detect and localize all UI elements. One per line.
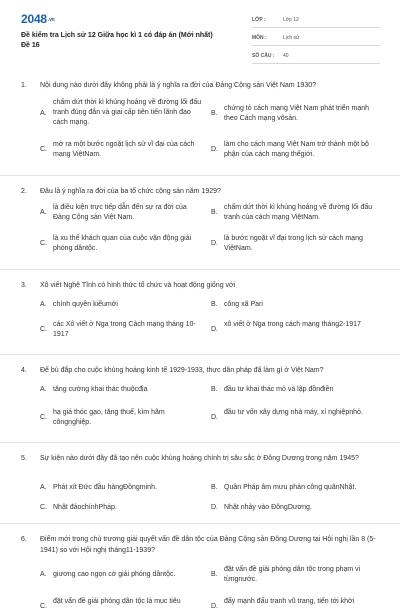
question-number: 1. <box>21 82 27 89</box>
question-number: 6. <box>21 536 27 543</box>
option-text: đầu tư vốn xây dựng nhà máy, xí nghiệpnhỏ. <box>224 409 363 416</box>
option-letter: A. <box>40 209 47 216</box>
option-letter: D. <box>211 504 218 511</box>
option-text: các Xô viết ở Nga trong Cách mạng tháng 10-1917 <box>53 321 196 338</box>
option-letter: B. <box>211 209 218 216</box>
meta-key: LỚP : <box>252 17 266 23</box>
question-text: Xô viết Nghệ Tĩnh có hình thức tổ chức và hoạt động giống với <box>40 282 236 289</box>
option-text: Nhật đảochínhPháp. <box>53 504 117 511</box>
option-text: là xu thế khách quan của cuộc vận động giải phóng dântộc. <box>53 235 192 252</box>
option-letter: C. <box>40 603 47 610</box>
question-text: Đâu là ý nghĩa ra đời của ba tổ chức cộng sản năm 1929? <box>40 188 221 195</box>
meta-value: Lớp 12 <box>283 17 299 23</box>
title-line-1: Đề kiểm tra Lịch sử 12 Giữa học kì 1 có đáp án (Mới nhất) <box>21 32 213 39</box>
option-text: đầu tư khai thác mỏ và lập đồnđiền <box>224 386 334 393</box>
question-item <box>0 524 400 614</box>
question-item <box>0 176 400 270</box>
question-number: 5. <box>21 455 27 462</box>
option-text: là bước ngoặt vĩ đại trong lịch sử cách mạng ViệtNam. <box>224 235 363 252</box>
question-number: 4. <box>21 367 27 374</box>
question-text: Để bù đắp cho cuộc khủng hoảng kinh tế 1929-1933, thực dân pháp đã làm gì ở Việt Nam? <box>40 367 324 374</box>
option-text: Quân Pháp âm mưu phản công quânNhật. <box>224 484 357 491</box>
question-item <box>0 355 400 443</box>
meta-row-question-count <box>252 49 380 64</box>
option-letter: A. <box>40 110 47 117</box>
question-number: 3. <box>21 282 27 289</box>
logo-suffix: .vn <box>47 16 55 23</box>
option-letter: D. <box>211 603 218 610</box>
meta-key: MÔN : <box>252 35 267 41</box>
option-letter: B. <box>211 110 218 117</box>
option-letter: B. <box>211 301 218 308</box>
option-text: mở ra một bước ngoặt lịch sử vĩ đại của cách mạng ViệtNam. <box>53 141 195 158</box>
option-letter: A. <box>40 386 47 393</box>
option-letter: D. <box>211 326 218 333</box>
option-text: là điều kiện trực tiếp dẫn đến sự ra đời của Đảng Cộng sản Việt Nam. <box>53 204 187 221</box>
meta-row-class <box>252 13 380 28</box>
option-letter: A. <box>40 571 47 578</box>
option-text: chấm dứt thời kì khủng hoảng về đường lối đấu tranh của cách mạng ViệtNam. <box>224 204 373 221</box>
option-text: tăng cường khai thác thuộcđịa <box>53 386 148 393</box>
option-text: chấm dứt thời kì khủng hoảng về đường lối đấu tranh đúng đắn và giai cấp tiên tiến lãnh đạo cách mạng. <box>53 99 202 126</box>
question-text: Điểm mới trong chủ trương giải quyết vấn đề dân tộc của Đảng Cộng sản Đông Dương tại Hội nghị lần 8 (5-1941) so với Hội nghị tháng11-1939? <box>40 536 376 554</box>
question-item <box>0 270 400 355</box>
option-letter: C. <box>40 326 47 333</box>
logo-text: 2048 <box>21 12 47 26</box>
option-letter: A. <box>40 484 47 491</box>
meta-row-subject <box>252 31 380 46</box>
option-letter: D. <box>211 146 218 153</box>
option-letter: D. <box>211 240 218 247</box>
option-letter: D. <box>211 414 218 421</box>
option-text: giương cao ngọn cờ giải phóng dântộc. <box>53 571 176 578</box>
option-letter: C. <box>40 504 47 511</box>
option-letter: B. <box>211 386 218 393</box>
option-text: chứng tỏ cách mạng Việt Nam phát triển mạnh theo Cách mạng vôsản. <box>224 105 370 122</box>
option-text: Nhật nhảy vào ĐôngDương. <box>224 504 312 511</box>
option-letter: A. <box>40 301 47 308</box>
title-line-2: Đề 16 <box>21 42 40 49</box>
option-letter: B. <box>211 484 218 491</box>
option-letter: C. <box>40 414 47 421</box>
meta-value: Lịch sử <box>283 35 300 41</box>
document-header <box>0 0 400 60</box>
meta-key: SỐ CÂU : <box>252 53 275 59</box>
option-letter: B. <box>211 571 218 578</box>
site-logo[interactable] <box>21 12 55 26</box>
question-text: Sự kiện nào dưới đây đã tạo nên cuộc khủng hoảng chính trị sâu sắc ở Đông Dương trong năm 1945? <box>40 455 359 462</box>
option-text: đặt vấn đề giải phóng dân tộc trong phạm vi từngnước. <box>224 566 361 583</box>
option-text: đặt vấn đề giải phóng dân tộc là mục tiêu <box>53 598 181 605</box>
question-list <box>0 70 400 614</box>
option-text: hạ giá thóc gạo, tăng thuế, kìm hãm côngnghiệp. <box>53 409 165 426</box>
option-text: xô viết ở Nga trong cách mạng tháng2-1917 <box>224 321 361 328</box>
question-item <box>0 443 400 524</box>
option-text: công xã Pari <box>224 301 263 308</box>
question-item <box>0 70 400 176</box>
option-text: đẩy mạnh đấu tranh vũ trang, tiến tới khởi <box>224 598 355 605</box>
meta-value: 40 <box>283 53 289 59</box>
option-text: chính quyền kiểumới <box>53 301 118 308</box>
document-meta <box>252 13 380 67</box>
question-number: 2. <box>21 188 27 195</box>
option-text: làm cho cách mạng Việt Nam trở thành một bộ phận của cách mạng thếgiới. <box>224 141 369 158</box>
question-text: Nội dung nào dưới đây không phải là ý nghĩa ra đời của Đảng Cộng sản Việt Nam 1930? <box>40 82 317 89</box>
document-title <box>21 31 246 51</box>
option-letter: C. <box>40 240 47 247</box>
option-letter: C. <box>40 146 47 153</box>
option-text: Phát xít Đức đầu hàngĐồngminh. <box>53 484 157 491</box>
